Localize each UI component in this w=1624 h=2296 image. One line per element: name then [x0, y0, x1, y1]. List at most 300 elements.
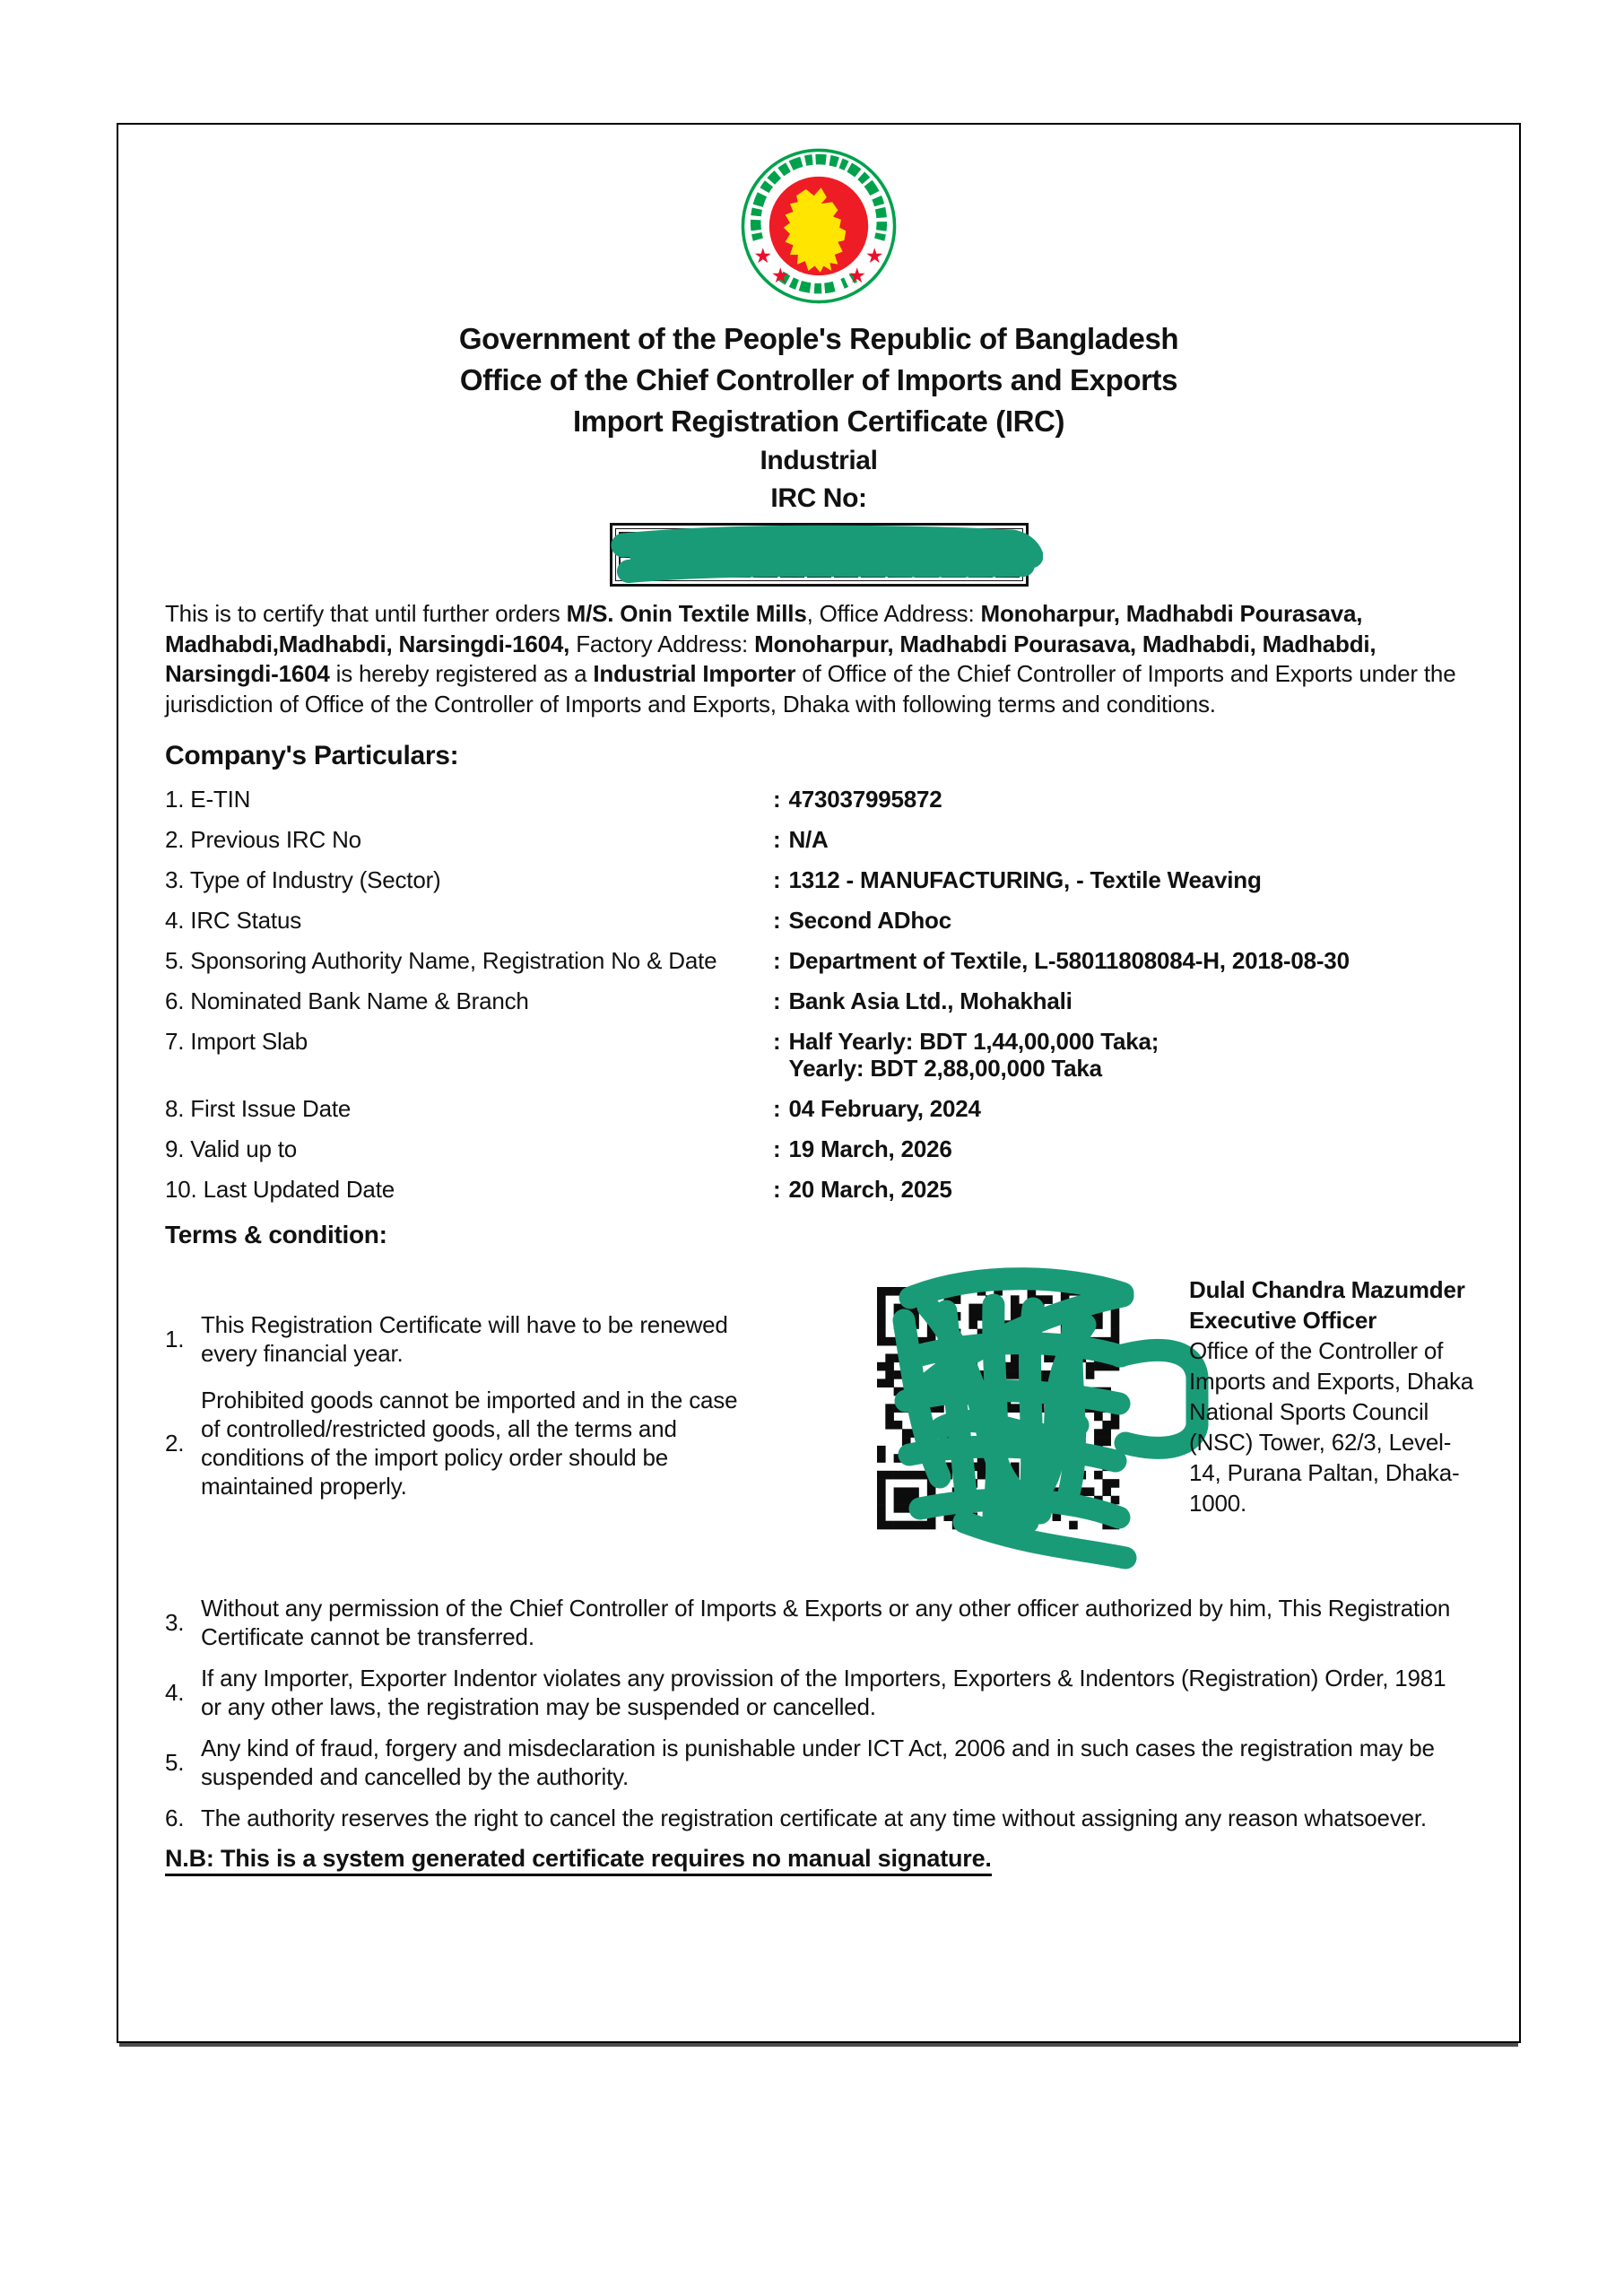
qr-module: [986, 1320, 994, 1329]
qr-module: [1094, 1353, 1103, 1362]
term-text: Any kind of fraud, forgery and misdeclaration is punishable under ICT Act, 2006 and in such cases the registration may be suspended and cancelled by the authority.: [201, 1735, 1435, 1790]
particular-row: [165, 1095, 1472, 1122]
terms-list-lower: [165, 1594, 1472, 1832]
qr-module: [1044, 1295, 1053, 1304]
qr-module: [986, 1521, 994, 1530]
qr-module: [935, 1429, 944, 1438]
qr-module: [1011, 1337, 1020, 1346]
particular-colon: :: [772, 786, 781, 813]
qr-module: [1019, 1353, 1028, 1362]
qr-module: [1053, 1487, 1062, 1496]
qr-module: [1077, 1304, 1086, 1313]
qr-module: [1061, 1396, 1070, 1405]
office-title: Office of the Chief Controller of Imports and Exports: [459, 363, 1178, 396]
qr-module: [894, 1353, 903, 1362]
qr-module: [877, 1320, 886, 1329]
qr-module: [1069, 1438, 1078, 1447]
qr-module: [885, 1353, 894, 1362]
irc-digit-cell: [942, 532, 966, 553]
qr-module: [1019, 1312, 1028, 1321]
qr-module: [960, 1463, 969, 1472]
qr-module: [943, 1337, 952, 1346]
particular-value-line: 20 March, 2025: [788, 1176, 952, 1203]
qr-module: [968, 1312, 977, 1321]
qr-module: [986, 1446, 994, 1455]
qr-module: [977, 1304, 986, 1313]
qr-module: [935, 1362, 944, 1371]
qr-module: [1019, 1404, 1028, 1413]
qr-module: [1094, 1287, 1103, 1296]
qr-module: [1019, 1512, 1028, 1521]
particular-row: [165, 907, 1472, 934]
qr-module: [1028, 1337, 1037, 1346]
qr-module: [1102, 1438, 1111, 1447]
certificate-title: Import Registration Certificate (IRC): [572, 404, 1065, 438]
particular-value-line: Bank Asia Ltd., Mohakhali: [788, 987, 1073, 1014]
qr-module: [919, 1521, 928, 1530]
qr-module: [927, 1496, 936, 1505]
qr-module: [1069, 1370, 1078, 1379]
qr-module: [1019, 1446, 1028, 1455]
qr-module: [910, 1429, 919, 1438]
qr-module: [943, 1429, 952, 1438]
qr-module: [1028, 1320, 1037, 1329]
qr-module: [1102, 1429, 1111, 1438]
qr-module: [994, 1287, 1003, 1296]
particular-value: [773, 786, 1472, 813]
qr-module: [935, 1446, 944, 1455]
particular-value-lines: [788, 987, 1072, 1014]
particular-value-line: N/A: [788, 826, 829, 853]
qr-module: [960, 1421, 969, 1430]
intro-text: Factory Address:: [569, 630, 755, 657]
qr-module: [1053, 1378, 1062, 1387]
qr-module: [1111, 1287, 1120, 1296]
qr-module: [1028, 1304, 1037, 1313]
qr-module: [1061, 1387, 1070, 1396]
qr-module: [919, 1337, 928, 1346]
qr-module: [1077, 1487, 1086, 1496]
particular-value-lines: [788, 786, 942, 813]
qr-module: [1036, 1471, 1045, 1480]
qr-module: [977, 1496, 986, 1505]
qr-module: [1069, 1471, 1078, 1480]
qr-code: [861, 1253, 1220, 1587]
qr-module: [952, 1512, 961, 1521]
qr-module: [902, 1487, 911, 1496]
qr-module: [877, 1521, 886, 1530]
qr-module: [877, 1304, 886, 1313]
qr-module: [910, 1413, 919, 1422]
qr-module: [1069, 1521, 1078, 1530]
irc-no-label: IRC No:: [770, 483, 867, 513]
particular-row: [165, 947, 1472, 974]
qr-module: [927, 1337, 936, 1346]
qr-module: [1086, 1387, 1095, 1396]
qr-module: [1102, 1479, 1111, 1488]
qr-module: [1086, 1320, 1095, 1329]
qr-module: [1003, 1512, 1012, 1521]
particular-label: 5. Sponsoring Authority Name, Registration No & Date: [165, 947, 717, 974]
qr-module: [910, 1337, 919, 1346]
qr-module: [902, 1454, 911, 1463]
qr-module: [894, 1387, 903, 1396]
qr-module: [902, 1404, 911, 1413]
qr-module: [1077, 1287, 1086, 1296]
qr-module: [894, 1471, 903, 1480]
qr-module: [902, 1337, 911, 1346]
qr-module: [927, 1487, 936, 1496]
qr-module: [902, 1287, 911, 1296]
certificate-type: Industrial: [760, 446, 878, 475]
qr-module: [994, 1512, 1003, 1521]
qr-module: [1011, 1471, 1020, 1480]
qr-module: [1053, 1512, 1062, 1521]
qr-module: [943, 1463, 952, 1472]
qr-module: [1061, 1429, 1070, 1438]
irc-digit-grid: [615, 528, 1023, 581]
qr-module: [902, 1496, 911, 1505]
qr-module: [994, 1487, 1003, 1496]
qr-module: [952, 1521, 961, 1530]
qr-module: [1044, 1487, 1053, 1496]
qr-module: [1053, 1396, 1062, 1405]
qr-module: [1102, 1287, 1111, 1296]
qr-module: [1036, 1396, 1045, 1405]
particular-value-line: 1312 - MANUFACTURING, - Textile Weaving: [788, 866, 1262, 893]
term-item: [165, 1664, 1472, 1721]
term-text: The authority reserves the right to cancel the registration certificate at any time without assigning any reason whatsoever.: [201, 1805, 1427, 1831]
particular-row: [165, 987, 1472, 1014]
certificate-page: [117, 123, 1521, 2043]
qr-module: [1069, 1387, 1078, 1396]
qr-module: [1053, 1429, 1062, 1438]
particular-colon: :: [772, 987, 781, 1014]
qr-module: [1061, 1287, 1070, 1296]
qr-module: [1011, 1304, 1020, 1313]
qr-module: [1036, 1370, 1045, 1379]
qr-module: [927, 1312, 936, 1321]
qr-module: [986, 1479, 994, 1488]
irc-digit-cell: [726, 532, 751, 553]
qr-module: [1044, 1353, 1053, 1362]
qr-module: [894, 1370, 903, 1379]
qr-module: [977, 1463, 986, 1472]
qr-module: [1028, 1312, 1037, 1321]
intro-text: , Office Address:: [806, 600, 981, 627]
qr-module: [1036, 1304, 1045, 1313]
bangladesh-government-emblem-icon: [739, 146, 899, 306]
qr-module: [1053, 1463, 1062, 1472]
qr-module: [960, 1471, 969, 1480]
irc-digit-cell: [646, 556, 670, 578]
qr-module: [952, 1454, 961, 1463]
particular-label: 3. Type of Industry (Sector): [165, 866, 441, 893]
qr-module: [943, 1438, 952, 1447]
qr-module: [1028, 1353, 1037, 1362]
qr-module: [1086, 1370, 1095, 1379]
qr-module: [902, 1304, 911, 1313]
qr-module: [1011, 1320, 1020, 1329]
qr-module: [986, 1421, 994, 1430]
qr-module: [1036, 1438, 1045, 1447]
qr-module: [977, 1429, 986, 1438]
term-number: 3.: [165, 1609, 185, 1636]
qr-module: [1111, 1320, 1120, 1329]
qr-module: [927, 1353, 936, 1362]
particular-value-line: Half Yearly: BDT 1,44,00,000 Taka;: [788, 1028, 1159, 1055]
qr-module: [1028, 1512, 1037, 1521]
particular-value-lines: [788, 1028, 1159, 1082]
particular-label: 1. E-TIN: [165, 786, 251, 813]
emblem-star-icon: ★: [847, 265, 867, 289]
particular-value-lines: [788, 866, 1261, 893]
qr-module: [1061, 1413, 1070, 1422]
qr-module: [902, 1521, 911, 1530]
qr-module: [1111, 1496, 1120, 1505]
term-number: 6.: [165, 1805, 185, 1831]
term-number: 4.: [165, 1679, 185, 1706]
particular-colon: :: [772, 1095, 781, 1122]
terms-heading: Terms & condition:: [165, 1221, 387, 1248]
qr-module: [877, 1487, 886, 1496]
qr-module: [877, 1454, 886, 1463]
qr-module: [919, 1471, 928, 1480]
particular-value-line: Yearly: BDT 2,88,00,000 Taka: [788, 1055, 1102, 1082]
particular-row: [165, 1135, 1472, 1162]
qr-module: [1077, 1396, 1086, 1405]
irc-number-section: [165, 523, 1472, 587]
terms-upper-section: [165, 1253, 1472, 1592]
term-item: [165, 1310, 746, 1368]
qr-module: [1086, 1454, 1095, 1463]
qr-module: [927, 1287, 936, 1296]
qr-module: [1077, 1471, 1086, 1480]
qr-module: [1086, 1287, 1095, 1296]
qr-module: [986, 1429, 994, 1438]
irc-digit-cell: [753, 556, 777, 578]
qr-module: [1086, 1487, 1095, 1496]
particular-row: [165, 1176, 1472, 1203]
irc-digit-cell: [834, 532, 858, 553]
qr-module: [1053, 1370, 1062, 1379]
qr-module: [1102, 1504, 1111, 1513]
qr-module: [1069, 1287, 1078, 1296]
qr-module: [968, 1362, 977, 1371]
qr-module: [1086, 1504, 1095, 1513]
qr-module: [943, 1304, 952, 1313]
qr-module: [1069, 1496, 1078, 1505]
qr-module: [935, 1378, 944, 1387]
irc-digit-cell: [861, 532, 885, 553]
qr-module: [894, 1320, 903, 1329]
qr-module: [1036, 1496, 1045, 1505]
qr-module: [919, 1287, 928, 1296]
qr-module: [935, 1387, 944, 1396]
particular-value-lines: [788, 907, 951, 934]
qr-module: [1094, 1312, 1103, 1321]
qr-module: [885, 1370, 894, 1379]
qr-module: [910, 1353, 919, 1362]
qr-module: [960, 1396, 969, 1405]
qr-module: [902, 1312, 911, 1321]
particular-row: [165, 786, 1472, 813]
irc-digit-cell: [888, 556, 912, 578]
particular-value: [773, 1095, 1472, 1122]
qr-module: [935, 1396, 944, 1405]
qr-module: [1003, 1362, 1012, 1371]
qr-module: [986, 1295, 994, 1304]
qr-module: [1019, 1304, 1028, 1313]
particular-value-lines: [788, 1176, 951, 1203]
qr-module: [885, 1413, 894, 1422]
qr-module: [1028, 1362, 1037, 1371]
qr-module: [1028, 1370, 1037, 1379]
qr-module: [994, 1345, 1003, 1354]
particular-value: [773, 866, 1472, 893]
qr-module: [885, 1362, 894, 1371]
particular-row: [165, 1028, 1472, 1082]
qr-module: [894, 1504, 903, 1513]
qr-module: [1053, 1446, 1062, 1455]
term-number: 5.: [165, 1749, 185, 1776]
qr-module: [1094, 1396, 1103, 1405]
qr-module: [910, 1304, 919, 1313]
qr-module: [968, 1438, 977, 1447]
qr-module: [952, 1487, 961, 1496]
intro-text: is hereby registered as a: [329, 660, 594, 687]
particular-value-line: 19 March, 2026: [788, 1135, 952, 1162]
qr-module: [968, 1320, 977, 1329]
qr-module: [1028, 1295, 1037, 1304]
qr-module: [1003, 1370, 1012, 1379]
qr-module: [1053, 1353, 1062, 1362]
qr-module: [1086, 1362, 1095, 1371]
qr-module: [1061, 1438, 1070, 1447]
qr-module: [1102, 1337, 1111, 1346]
qr-module: [952, 1496, 961, 1505]
qr-module: [885, 1471, 894, 1480]
irc-digit-cell: [807, 532, 831, 553]
qr-module: [1003, 1404, 1012, 1413]
qr-module: [902, 1429, 911, 1438]
qr-module: [877, 1512, 886, 1521]
qr-module: [994, 1337, 1003, 1346]
qr-module: [1111, 1421, 1120, 1430]
qr-module: [927, 1404, 936, 1413]
irc-digit-cell: [888, 532, 912, 553]
qr-module: [1077, 1387, 1086, 1396]
qr-module: [960, 1387, 969, 1396]
qr-module: [885, 1421, 894, 1430]
qr-module: [968, 1463, 977, 1472]
qr-module: [935, 1404, 944, 1413]
qr-module: [1069, 1421, 1078, 1430]
qr-module: [977, 1337, 986, 1346]
qr-module: [1011, 1404, 1020, 1413]
qr-module: [1111, 1512, 1120, 1521]
qr-module: [1102, 1421, 1111, 1430]
irc-digit-cell: [726, 556, 751, 578]
qr-module: [910, 1521, 919, 1530]
qr-module: [1094, 1304, 1103, 1313]
qr-module: [977, 1471, 986, 1480]
qr-module: [927, 1295, 936, 1304]
qr-module: [977, 1378, 986, 1387]
qr-module: [877, 1287, 886, 1296]
particular-colon: :: [772, 1135, 781, 1162]
qr-module: [1061, 1337, 1070, 1346]
particular-value: [773, 1176, 1472, 1203]
particular-label: 9. Valid up to: [165, 1135, 298, 1162]
qr-module: [1053, 1454, 1062, 1463]
qr-module: [1086, 1304, 1095, 1313]
qr-module: [1077, 1337, 1086, 1346]
qr-module: [910, 1287, 919, 1296]
qr-module: [927, 1329, 936, 1338]
irc-digit-cell: [807, 556, 831, 578]
qr-module: [1111, 1329, 1120, 1338]
qr-module: [977, 1287, 986, 1296]
qr-module: [977, 1396, 986, 1405]
particular-value: [773, 907, 1472, 934]
qr-module: [952, 1312, 961, 1321]
government-title: Government of the People's Republic of Bangladesh: [458, 322, 1179, 355]
qr-module: [1011, 1370, 1020, 1379]
qr-module: [1102, 1521, 1111, 1530]
emblem-star-icon: ★: [864, 244, 884, 268]
signature-block: [1189, 1274, 1474, 1518]
qr-module: [1011, 1353, 1020, 1362]
particular-colon: :: [772, 947, 781, 974]
particular-label: 2. Previous IRC No: [165, 826, 361, 853]
term-text: If any Importer, Exporter Indentor violates any provission of the Importers, Exporters & Indentors (Registration) Order, 1981 or any other laws, the registration may be suspended or cancelled.: [201, 1665, 1446, 1720]
qr-module: [1094, 1362, 1103, 1371]
qr-module: [885, 1287, 894, 1296]
irc-digit-cell: [619, 556, 643, 578]
qr-module: [1069, 1337, 1078, 1346]
particular-value-lines: [788, 826, 828, 853]
qr-module: [1003, 1504, 1012, 1513]
qr-module: [1094, 1413, 1103, 1422]
qr-module: [1111, 1413, 1120, 1422]
qr-code-modules: [877, 1287, 1119, 1529]
qr-module: [1094, 1320, 1103, 1329]
qr-module: [1003, 1496, 1012, 1505]
qr-module: [1111, 1396, 1120, 1405]
qr-module: [952, 1287, 961, 1296]
qr-module: [1028, 1496, 1037, 1505]
irc-digit-cell: [995, 556, 1020, 578]
qr-module: [1011, 1487, 1020, 1496]
irc-digit-cell: [968, 556, 993, 578]
qr-module: [994, 1362, 1003, 1371]
qr-module: [960, 1337, 969, 1346]
qr-module: [877, 1362, 886, 1371]
particulars-heading: Company's Particulars:: [165, 741, 459, 770]
qr-module: [1102, 1487, 1111, 1496]
particular-value-line: 473037995872: [788, 786, 942, 813]
qr-module: [1069, 1362, 1078, 1371]
term-text: This Registration Certificate will have to be renewed every financial year.: [201, 1311, 728, 1367]
qr-module: [943, 1345, 952, 1354]
qr-module: [894, 1404, 903, 1413]
particular-colon: :: [772, 826, 781, 853]
qr-module: [1111, 1362, 1120, 1371]
qr-module: [1044, 1337, 1053, 1346]
qr-module: [977, 1454, 986, 1463]
irc-digit-cell: [673, 532, 697, 553]
